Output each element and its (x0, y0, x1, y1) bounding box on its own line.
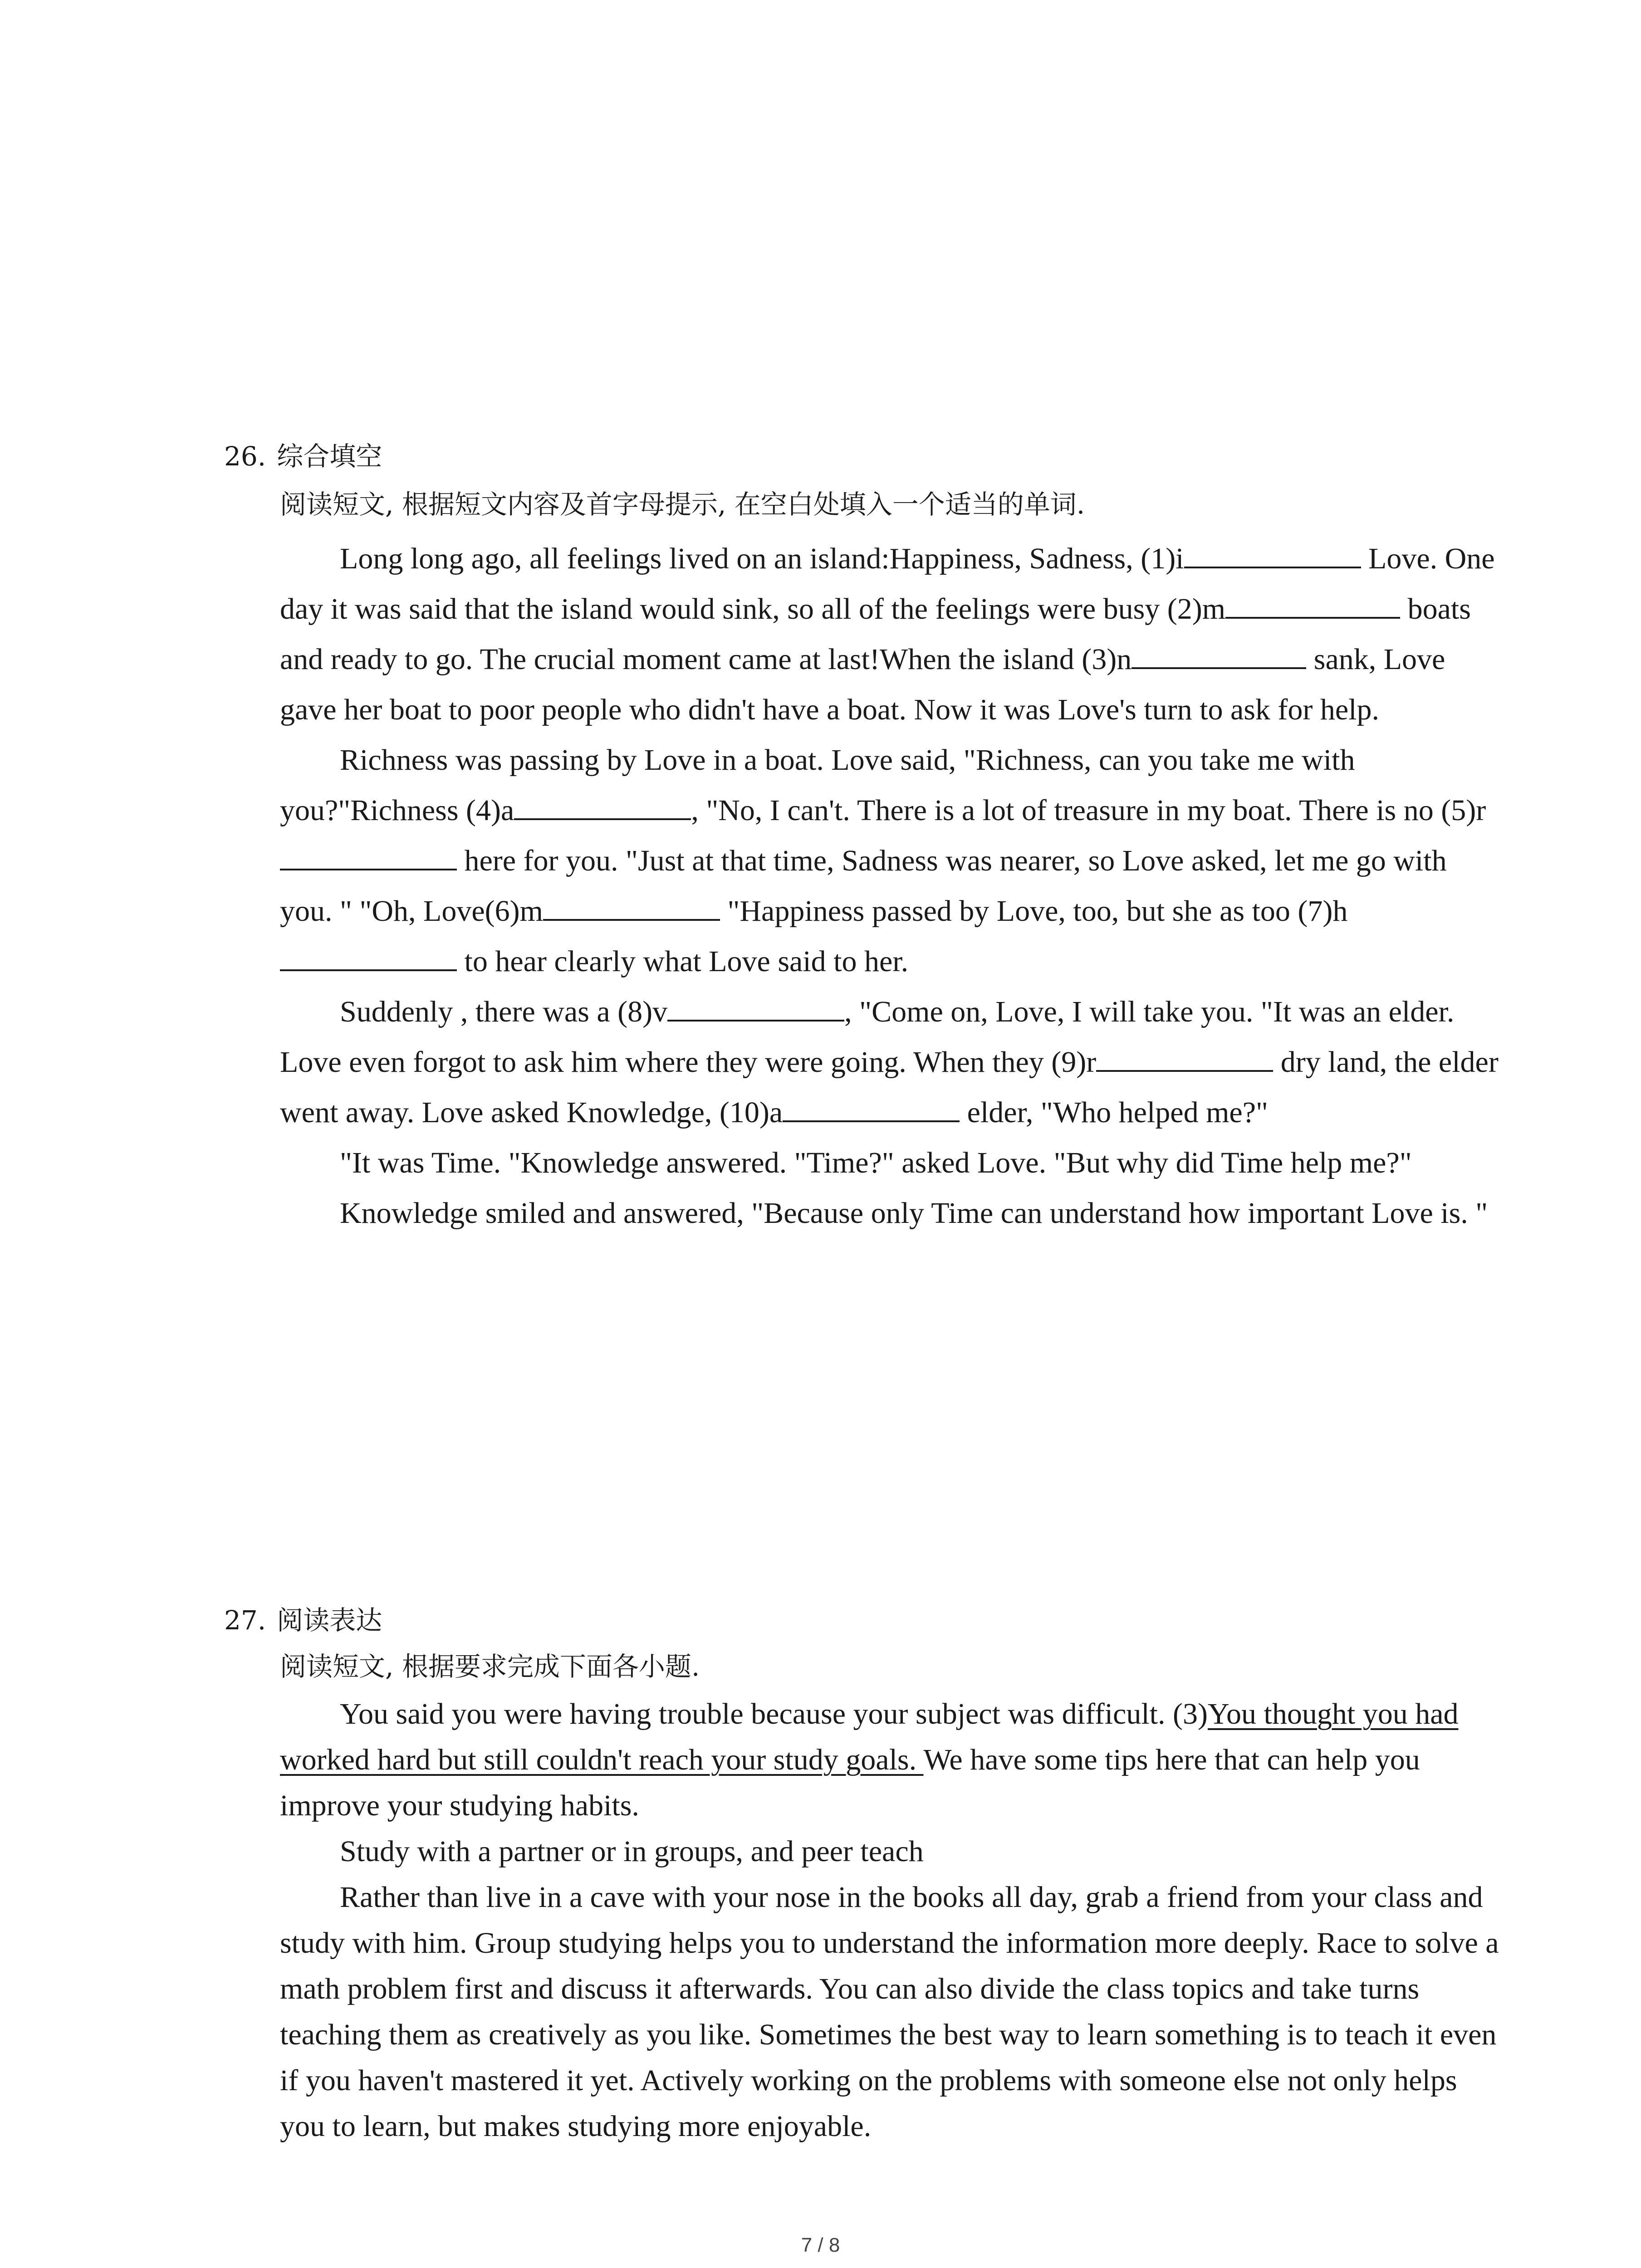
q27-p1-text-b: We have some tips here that can help you improve your studying habits. (280, 1743, 1420, 1822)
q26-p3-text-d: elder, "Who helped me?" (960, 1096, 1268, 1129)
q26-p2-text-b: , "No, I can't. There is a lot of treasure in my boat. There is no (5)r (691, 794, 1486, 827)
q27-underlined-sentence: You thought you had worked hard but still couldn't reach your study goals. (280, 1697, 1459, 1776)
blank-2[interactable] (1225, 591, 1330, 619)
blank-2-continued[interactable] (1330, 591, 1400, 619)
q26-paragraph-4: "It was Time. "Knowledge answered. "Time?" asked Love. "But why did Time help me?" (340, 1146, 1412, 1179)
q27-instruction: 阅读短文, 根据要求完成下面各小题. (280, 1651, 700, 1682)
q26-p2-text-c: here for you. "Just at that time, Sadness was nearer, so Love asked, let me go with you. " "Oh, Love(6)m (280, 844, 1447, 928)
q26-p1-text-c: boats and ready to go. The crucial moment came at last!When the island (3)n (280, 592, 1471, 676)
page-number: 7 / 8 (801, 2234, 840, 2256)
q26-paragraph-5: Knowledge smiled and answered, "Because only Time can understand how important Love is. " (340, 1197, 1488, 1230)
q26-instruction: 阅读短文, 根据短文内容及首字母提示, 在空白处填入一个适当的单词. (280, 489, 1085, 520)
q26-p1-text-d: sank, Love gave her boat to poor people who didn't have a boat. Now it was Love's turn to ask for help. (280, 643, 1445, 726)
q26-number: 26. (224, 441, 266, 472)
q26-p2-text-d: "Happiness passed by Love, too, but she as too (7)h (720, 894, 1348, 928)
q26-title: 综合填空 (277, 441, 382, 472)
q26-heading (224, 434, 382, 479)
q27-paragraph-1 (280, 1691, 1500, 1828)
blank-3[interactable] (1132, 641, 1236, 669)
blank-3-continued[interactable] (1236, 641, 1306, 669)
blank-10[interactable] (783, 1094, 960, 1122)
q27-number: 27. (224, 1605, 266, 1636)
q26-paragraph-1 (280, 533, 1500, 735)
blank-7[interactable] (280, 943, 457, 971)
q26-p3-text-b: , "Come on, Love, I will take you. "It was an elder. Love even forgot to ask him where they were going. When they (9)r (280, 995, 1455, 1079)
blank-6[interactable] (543, 893, 720, 921)
q26-p2-text-e: to hear clearly what Love said to her. (457, 945, 909, 978)
blank-5[interactable] (280, 842, 457, 870)
q26-p1-text-a: Long long ago, all feelings lived on an island:Happiness, Sadness, (1)i (340, 542, 1184, 575)
q26-p3-text-a: Suddenly , there was a (8)v (340, 995, 668, 1028)
q27-title: 阅读表达 (277, 1605, 382, 1636)
q27-heading (224, 1598, 382, 1643)
blank-8[interactable] (667, 993, 844, 1022)
q26-p1-text-b: Love. One day it was said that the island would sink, so all of the feelings were busy (2)m (280, 542, 1495, 626)
q26-paragraph-3 (280, 987, 1500, 1138)
blank-9[interactable] (1096, 1044, 1273, 1072)
q27-p1-text-a: You said you were having trouble because your subject was difficult. (3) (340, 1697, 1208, 1730)
q27-paragraph-3: Rather than live in a cave with your nose in the books all day, grab a friend from your class and study with him. Group studying helps you to understand the information more deeply. Race to solve a math problem first and discuss it afterwards. You can also divide the class topics and take turns teaching them as creatively as you like. Sometimes the best way to learn something is to teach it even if you haven't mastered it yet. Actively working on the problems with someone else not only helps you to learn, but makes studying more enjoyable. (280, 1881, 1499, 2143)
q26-p2-text-a: Richness was passing by Love in a boat. Love said, "Richness, can you take me with you?"Richness (4)a (280, 743, 1355, 827)
blank-4[interactable] (514, 792, 691, 820)
q26-p3-text-c: dry land, the elder went away. Love asked Knowledge, (10)a (280, 1046, 1499, 1129)
q27-subheading: Study with a partner or in groups, and peer teach (340, 1835, 924, 1868)
q26-paragraph-2 (280, 735, 1500, 987)
q26-passage (280, 533, 1500, 1238)
blank-1[interactable] (1184, 540, 1361, 568)
q27-passage (280, 1691, 1500, 2149)
